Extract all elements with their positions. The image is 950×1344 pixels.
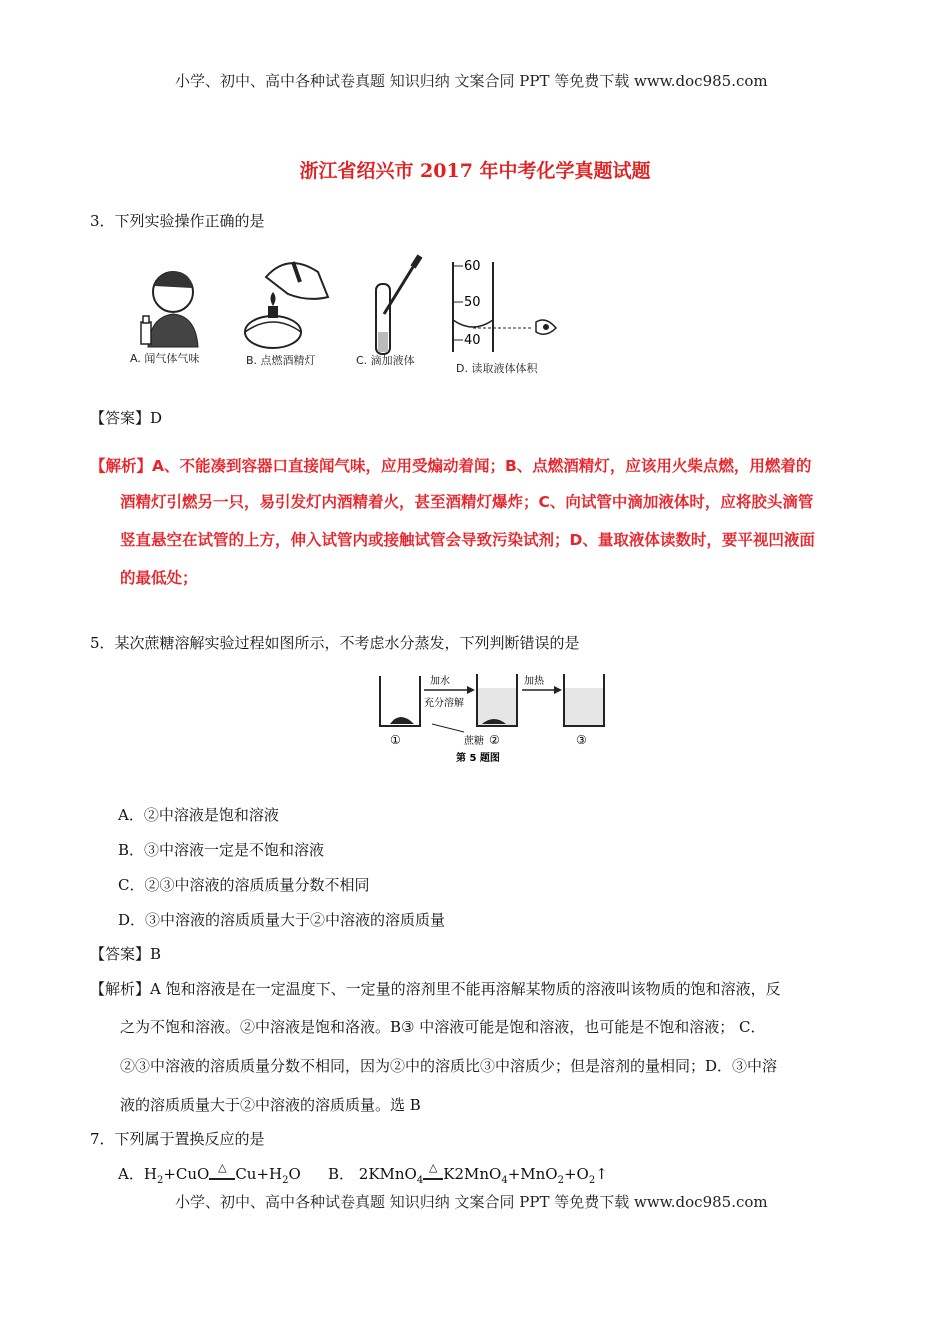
scale-50: 50 (464, 295, 481, 310)
beaker-label-3: ③ (576, 733, 587, 747)
question-5-option-d: D．③中溶液的溶质质量大于②中溶液的溶质质量 (118, 911, 446, 929)
beaker-label-1: ① (390, 733, 401, 747)
caption-b: B. 点燃酒精灯 (246, 354, 316, 367)
option-b-o: +O (563, 1165, 589, 1183)
figure-a-smelling (141, 272, 198, 347)
option-a-cuo: +CuO (163, 1165, 210, 1183)
question-3-answer: 【答案】D (90, 409, 163, 427)
question-5-analysis-line-3: ②③中溶液的溶质质量分数不相同，因为②中的溶质比③中溶质少；但是溶剂的量相同；D．③中溶 (120, 1057, 778, 1075)
arrow2-top-label: 加热 (524, 676, 544, 687)
figure-c-dropper (376, 256, 420, 354)
question-5-option-c: C．②③中溶液的溶质质量分数不相同 (118, 876, 370, 894)
question-5-answer: 【答案】B (90, 945, 162, 963)
question-5-figure (372, 666, 612, 766)
beaker-label-2: ② (489, 733, 500, 747)
page-footer: 小学、初中、高中各种试卷真题 知识归纳 文案合同 PPT 等免费下载 www.doc985.com (175, 1193, 768, 1211)
question-5-analysis-line-2: 之为不饱和溶液。②中溶液是饱和洛液。B③ 中溶液可能是饱和溶液，也可能是不饱和溶液； C． (120, 1018, 766, 1036)
option-a-cu-h: Cu+H (235, 1165, 283, 1183)
option-b-sub4: 2 (588, 1175, 596, 1186)
reaction-condition-a (209, 1161, 235, 1182)
question-7-stem: 7．下列属于置换反应的是 (90, 1130, 265, 1148)
heat-symbol-a: △ (218, 1161, 227, 1174)
arrow1-top-label: 加水 (430, 676, 450, 687)
sugar-label: 蔗糖 (464, 736, 484, 747)
question-5-option-a: A．②中溶液是饱和溶液 (118, 806, 279, 824)
question-3-figure (118, 252, 568, 382)
question-3-stem: 3．下列实验操作正确的是 (90, 212, 265, 230)
option-b-k2mno: K2MnO (443, 1165, 502, 1183)
figure-caption: 第 5 题图 (456, 753, 500, 764)
question-3-analysis-line-2: 酒精灯引燃另一只，易引发灯内酒精着火，甚至酒精灯爆炸；C、向试管中滴加液体时，应将胶头滴管 (120, 493, 814, 511)
caption-a: A. 闻气体气味 (130, 352, 200, 365)
option-b-mno: +MnO (507, 1165, 558, 1183)
question-3-analysis-line-4: 的最低处； (120, 569, 198, 587)
option-a-h: H (143, 1165, 157, 1183)
caption-d: D. 读取液体体积 (456, 362, 538, 375)
question-5-option-b: B．③中溶液一定是不饱和溶液 (118, 841, 325, 859)
option-b-sub1: 4 (416, 1175, 424, 1186)
option-a-sub1: 2 (156, 1175, 164, 1186)
page-header: 小学、初中、高中各种试卷真题 知识归纳 文案合同 PPT 等免费下载 www.doc985.com (175, 72, 768, 90)
gas-arrow: ↑ (595, 1165, 608, 1183)
question-5-analysis-line-4: 液的溶质质量大于②中溶液的溶质质量。选 B (120, 1096, 421, 1114)
question-3-analysis-line-1: 【解析】A、不能凑到容器口直接闻气味，应用受煽动着闻；B、点燃酒精灯，应该用火柴点燃，用燃着的 (90, 457, 812, 475)
heat-symbol-b: △ (429, 1161, 438, 1174)
option-a-label: A． (118, 1165, 144, 1183)
option-a-sub2: 2 (282, 1175, 289, 1186)
page-title: 浙江省绍兴市 2017 年中考化学真题试题 (299, 160, 651, 182)
option-b-sub3: 2 (557, 1175, 564, 1186)
question-5-analysis-line-1: 【解析】A 饱和溶液是在一定温度下、一定量的溶剂里不能再溶解某物质的溶液叫该物质的饱和溶液，反 (90, 980, 781, 998)
question-3-analysis-line-3: 竖直悬空在试管的上方，伸入试管内或接触试管会导致污染试剂；D、量取液体读数时，要平视凹液面 (120, 531, 815, 549)
scale-60: 60 (464, 259, 481, 274)
caption-c: C. 滴加液体 (356, 354, 415, 367)
question-7-option-a (118, 1163, 301, 1186)
scale-40: 40 (464, 333, 481, 348)
question-5-stem: 5．某次蔗糖溶解实验过程如图所示，不考虑水分蒸发，下列判断错误的是 (90, 634, 580, 652)
question-7-option-b (328, 1163, 608, 1186)
reaction-condition-b (423, 1161, 443, 1182)
option-a-o: O (288, 1165, 301, 1183)
option-b-sub2: 4 (501, 1175, 508, 1186)
arrow1-bottom-label: 充分溶解 (424, 698, 464, 709)
figure-b-alcohol-lamp (245, 262, 328, 348)
option-b-label: B． 2KMnO (328, 1165, 417, 1183)
